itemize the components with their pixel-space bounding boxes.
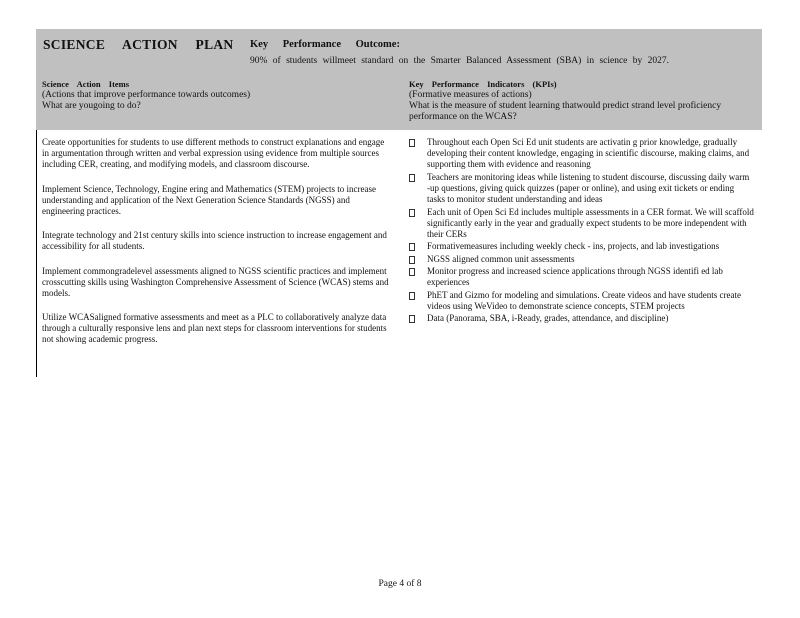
kpi-item-text: Monitor progress and increased science applications through NGSS identifi ed lab experiences — [427, 266, 723, 288]
kpi-item — [409, 290, 754, 312]
kpi-item — [409, 172, 754, 206]
action-item: Create opportunities for students to use different methods to construct explanations and engage in argumentation through written and verbal expression using evidence from multiple sources including CER, creating, and modifying models, and classroom discourse. — [42, 137, 385, 169]
action-items-title: Science Action Items — [42, 79, 130, 89]
page-number: Page 4 of 8 — [378, 579, 422, 589]
kpi-item — [409, 241, 754, 252]
action-item: Integrate technology and 21st century skills into science instruction to increase engagement and accessibility for all students. — [42, 230, 387, 251]
bullet-icon — [409, 256, 415, 264]
kpo-text: 90% of students willmeet standard on the Smarter Balanced Assessment (SBA) in science by 2027. — [250, 56, 670, 66]
kpi-item-text: PhET and Gizmo for modeling and simulations. Create videos and have students create videos using WeVideo to demonstrate science concepts, STEM projects — [427, 289, 742, 311]
action-items-question: What are yougoing to do? — [42, 101, 141, 111]
kpi-item-text: Each unit of Open Sci Ed includes multiple assessments in a CER format. We will scaffold significantly early in the year and gradually expect students to be more independent with their CERs — [427, 206, 754, 239]
kpi-header — [409, 79, 754, 123]
kpi-title: Key Performance Indicators (KPIs) — [409, 79, 557, 89]
column-divider — [36, 130, 37, 377]
bullet-icon — [409, 292, 415, 300]
kpi-item-text: Throughout each Open Sci Ed unit students are activatin g prior knowledge, gradually developing their content knowledge, engaging in scientific discourse, making claims, and supporting them with evidence and reasoning — [427, 137, 750, 170]
kpi-item — [409, 137, 754, 171]
header-band — [36, 29, 762, 130]
kpi-item — [409, 313, 754, 324]
kpi-item — [409, 266, 754, 288]
kpi-item-text: Teachers are monitoring ideas while listening to student discourse, discussing daily warm -up questions, giving quick quizzes (paper or online), and using exit tickets or ending tasks to monitor student understanding and ideas — [427, 171, 750, 205]
action-items-header — [42, 79, 382, 112]
kpo-label: Key Performance Outcome: — [250, 39, 400, 50]
kpi-item-text: NGSS aligned common unit assessments — [427, 253, 575, 264]
action-item: Implement commongradelevel assessments aligned to NGSS scientific practices and implement crosscutting skills using Washington Comprehensive Assessment of Science (WCAS) stems and models. — [42, 265, 389, 298]
bullet-icon — [409, 139, 415, 147]
bullet-icon — [409, 315, 415, 323]
kpi-item — [409, 254, 754, 265]
action-items-subtitle: (Actions that improve performance towards outcomes) — [42, 90, 251, 100]
bullet-icon — [409, 268, 415, 276]
bullet-icon — [409, 243, 415, 251]
bullet-icon — [409, 174, 415, 182]
kpi-subtitle: (Formative measures of actions) — [409, 90, 532, 100]
action-items-list — [42, 137, 392, 359]
kpi-item-text: Formativemeasures including weekly check - ins, projects, and lab investigations — [427, 241, 720, 252]
kpi-item — [409, 207, 754, 241]
page-title: SCIENCE ACTION PLAN — [43, 37, 234, 52]
action-item: Implement Science, Technology, Engine ering and Mathematics (STEM) projects to increase understanding and application of the Next Generation Science Standards (NGSS) and engineering practices. — [42, 183, 377, 216]
kpi-item-text: Data (Panorama, SBA, i-Ready, grades, attendance, and discipline) — [427, 313, 669, 324]
action-item: Utilize WCASaligned formative assessments and meet as a PLC to collaboratively analyze data through a culturally responsive lens and plan next steps for classroom interventions for students not showing academic progress. — [42, 312, 387, 344]
kpi-question: What is the measure of student learning thatwould predict strand level proficiency performance on the WCAS? — [409, 101, 722, 122]
bullet-icon — [409, 209, 415, 217]
kpi-list — [409, 137, 754, 326]
